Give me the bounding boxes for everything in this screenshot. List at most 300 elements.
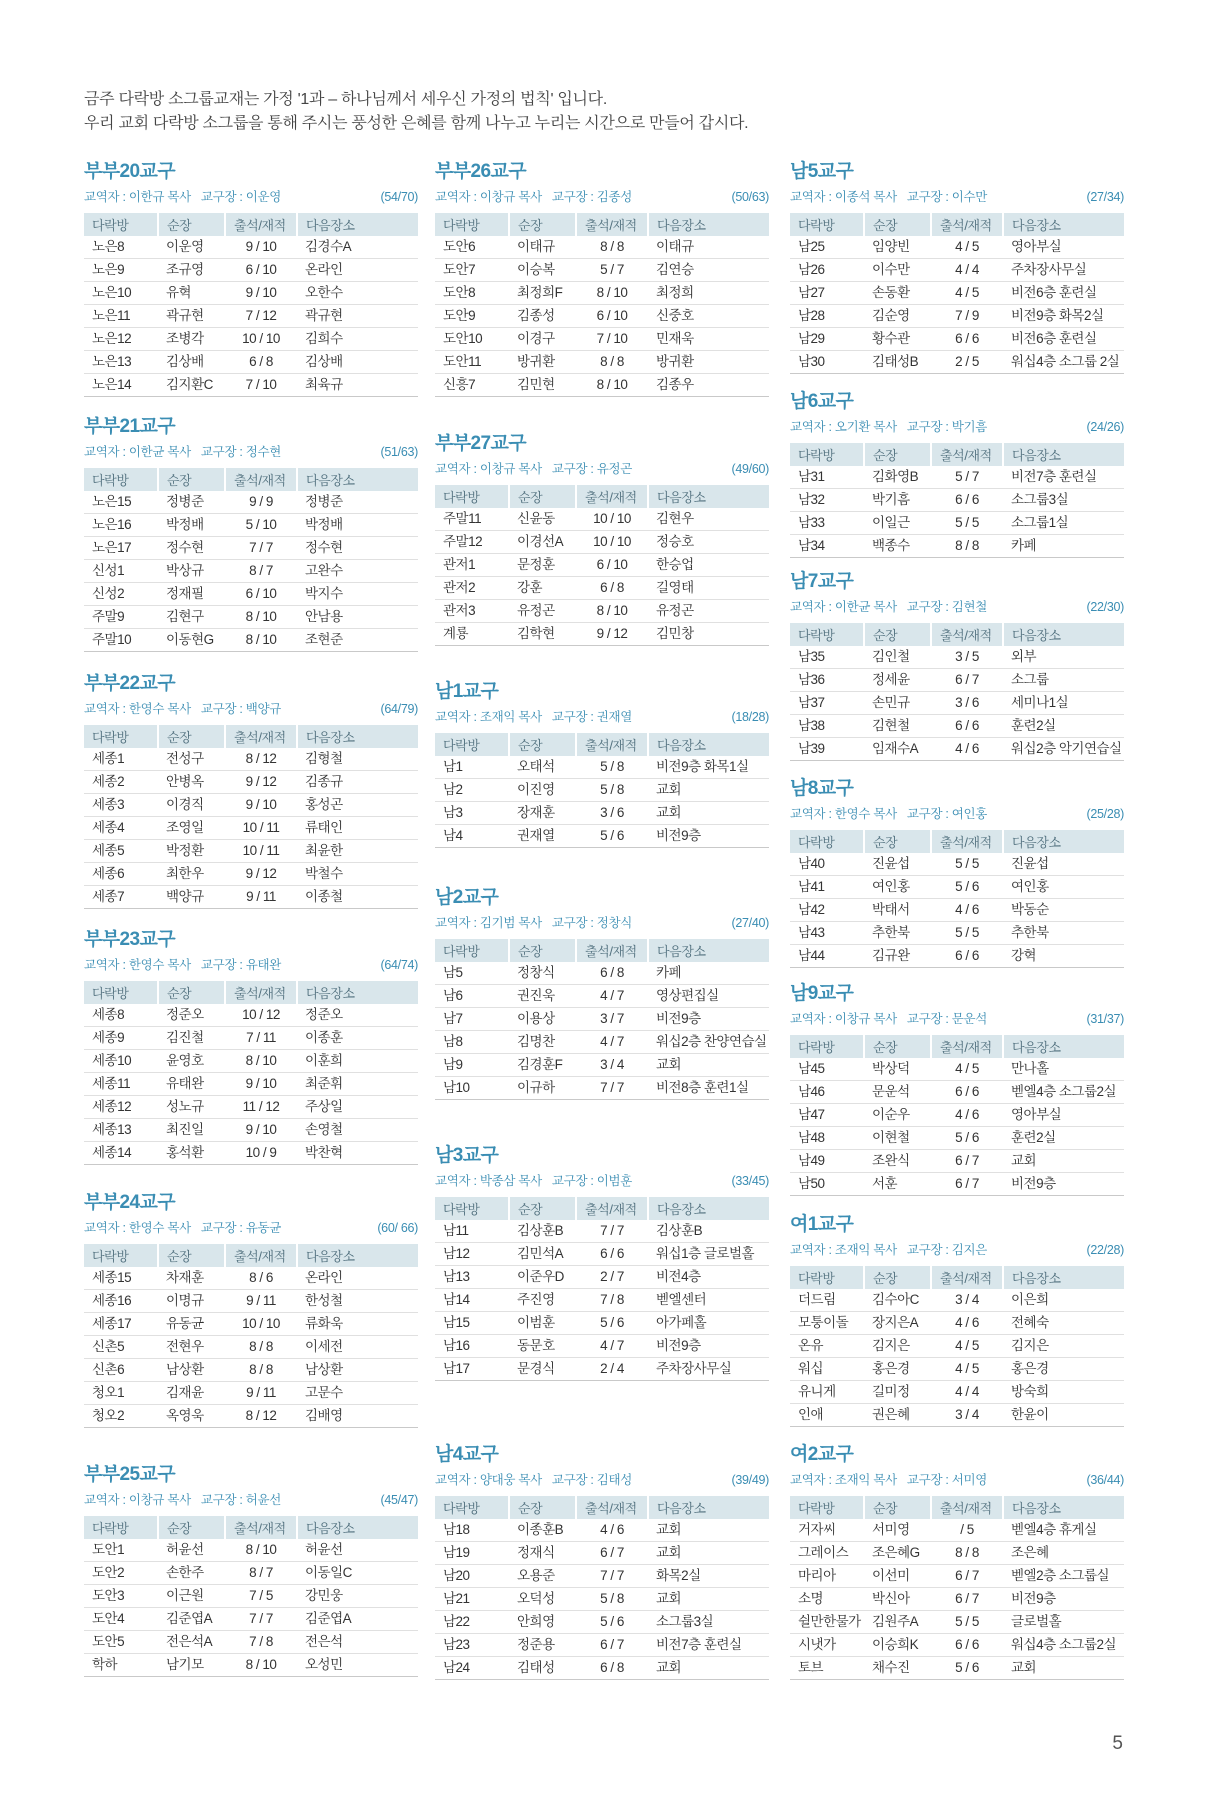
attendance-cell: 9 / 12 xyxy=(225,771,297,794)
district-meta xyxy=(84,697,418,721)
small-group-table xyxy=(790,213,1124,374)
leader-cell: 김경훈F xyxy=(509,1054,576,1077)
leader-cell: 김학현 xyxy=(509,623,576,646)
district-section xyxy=(790,1442,1124,1680)
leader-cell: 조영일 xyxy=(158,817,225,840)
group-name-cell: 세종15 xyxy=(84,1267,158,1290)
attendance-cell: 8 / 10 xyxy=(225,1654,297,1677)
group-name-cell: 노은14 xyxy=(84,374,158,397)
next-location-cell: 한승업 xyxy=(648,554,769,577)
table-row xyxy=(84,1050,418,1073)
header-group: 다락방 xyxy=(435,939,509,962)
leader-cell: 문운석 xyxy=(864,1081,931,1104)
district-section xyxy=(435,885,769,1100)
group-name-cell: 온유 xyxy=(790,1335,864,1358)
table-body xyxy=(84,748,418,909)
table-row xyxy=(435,1243,769,1266)
leader-cell: 김지은 xyxy=(864,1335,931,1358)
district-staff xyxy=(790,595,987,619)
table-body xyxy=(435,1220,769,1381)
pastor-label: 교역자 : 한영수 목사 xyxy=(84,702,191,716)
leader-cell: 문정훈 xyxy=(509,554,576,577)
group-name-cell: 남15 xyxy=(435,1312,509,1335)
next-location-cell: 박찬혁 xyxy=(297,1142,418,1165)
table-row xyxy=(790,305,1124,328)
next-location-cell: 김민창 xyxy=(648,623,769,646)
table-row xyxy=(435,1519,769,1542)
group-name-cell: 인애 xyxy=(790,1404,864,1427)
attendance-cell: 6 / 8 xyxy=(225,351,297,374)
leader-cell: 오태석 xyxy=(509,756,576,779)
leader-cell: 문경식 xyxy=(509,1358,576,1381)
next-location-cell: 벧엘4층 휴게실 xyxy=(1003,1519,1124,1542)
header-row xyxy=(84,1516,418,1539)
next-location-cell: 이종철 xyxy=(297,886,418,909)
leader-cell: 신윤동 xyxy=(509,508,576,531)
header-next-location: 다음장소 xyxy=(297,213,418,236)
next-location-cell: 박동순 xyxy=(1003,899,1124,922)
leader-cell: 이명규 xyxy=(158,1290,225,1313)
leader-cell: 이경선A xyxy=(509,531,576,554)
next-location-cell: 여인홍 xyxy=(1003,876,1124,899)
group-name-cell: 세종2 xyxy=(84,771,158,794)
table-row xyxy=(790,1289,1124,1312)
attendance-cell: 6 / 6 xyxy=(931,328,1003,351)
next-location-cell: 김연승 xyxy=(648,259,769,282)
header-next-location: 다음장소 xyxy=(1003,443,1124,466)
table-row xyxy=(790,259,1124,282)
leader-cell: 유혁 xyxy=(158,282,225,305)
header-leader: 순장 xyxy=(158,1516,225,1539)
table-row xyxy=(84,1359,418,1382)
group-name-cell: 남18 xyxy=(435,1519,509,1542)
district-meta xyxy=(435,911,769,935)
table-row xyxy=(84,1004,418,1027)
group-name-cell: 남44 xyxy=(790,945,864,968)
table-row xyxy=(84,1313,418,1336)
table-row xyxy=(84,1119,418,1142)
district-title: 남8교구 xyxy=(790,778,854,799)
header-group: 다락방 xyxy=(84,213,158,236)
table-row xyxy=(84,1142,418,1165)
table-row xyxy=(790,692,1124,715)
table-header xyxy=(435,213,769,236)
district-meta xyxy=(790,415,1124,439)
district-section xyxy=(84,159,418,397)
district-section xyxy=(84,927,418,1165)
district-section xyxy=(84,414,418,652)
group-name-cell: 청오1 xyxy=(84,1382,158,1405)
table-header xyxy=(84,468,418,491)
leader-cell: 손민규 xyxy=(864,692,931,715)
attendance-cell: / 5 xyxy=(931,1519,1003,1542)
leader-cell: 정재식 xyxy=(509,1542,576,1565)
table-row xyxy=(435,282,769,305)
leader-cell: 정수현 xyxy=(158,537,225,560)
header-row xyxy=(790,1496,1124,1519)
header-next-location: 다음장소 xyxy=(1003,1496,1124,1519)
next-location-cell: 카페 xyxy=(1003,535,1124,558)
next-location-cell: 교회 xyxy=(648,1588,769,1611)
pastor-label: 교역자 : 이창규 목사 xyxy=(790,1012,897,1026)
district-leader-label: 교구장 : 유태완 xyxy=(200,958,282,972)
leader-cell: 정병준 xyxy=(158,491,225,514)
table-row xyxy=(84,629,418,652)
attendance-cell: 10 / 10 xyxy=(225,1313,297,1336)
attendance-total: (45/47) xyxy=(380,1493,418,1507)
attendance-cell: 4 / 7 xyxy=(576,1031,648,1054)
table-body xyxy=(435,1519,769,1680)
pastor-label: 교역자 : 조재익 목사 xyxy=(790,1473,897,1487)
table-row xyxy=(790,1081,1124,1104)
leader-cell: 백양규 xyxy=(158,886,225,909)
group-name-cell: 남27 xyxy=(790,282,864,305)
group-name-cell: 관저2 xyxy=(435,577,509,600)
table-row xyxy=(435,962,769,985)
pastor-label: 교역자 : 김기범 목사 xyxy=(435,916,542,930)
next-location-cell: 김준엽A xyxy=(297,1608,418,1631)
attendance-cell: 3 / 6 xyxy=(576,802,648,825)
attendance-total: (18/28) xyxy=(731,710,769,724)
leader-cell: 정재필 xyxy=(158,583,225,606)
header-leader: 순장 xyxy=(864,830,931,853)
table-row xyxy=(790,1381,1124,1404)
attendance-cell: 11 / 12 xyxy=(225,1096,297,1119)
header-leader: 순장 xyxy=(509,213,576,236)
leader-cell: 최정희F xyxy=(509,282,576,305)
column-2 xyxy=(435,0,769,1798)
district-staff xyxy=(790,415,987,439)
leader-cell: 임재수A xyxy=(864,738,931,761)
group-name-cell: 남26 xyxy=(790,259,864,282)
header-group: 다락방 xyxy=(790,1035,864,1058)
attendance-cell: 5 / 5 xyxy=(931,1611,1003,1634)
table-row xyxy=(84,1073,418,1096)
leader-cell: 최진일 xyxy=(158,1119,225,1142)
group-name-cell: 남30 xyxy=(790,351,864,374)
attendance-total: (54/70) xyxy=(380,190,418,204)
table-header xyxy=(84,1516,418,1539)
attendance-cell: 6 / 6 xyxy=(931,1634,1003,1657)
header-row xyxy=(435,733,769,756)
attendance-cell: 5 / 6 xyxy=(931,1657,1003,1680)
leader-cell: 박태서 xyxy=(864,899,931,922)
group-name-cell: 신흥7 xyxy=(435,374,509,397)
table-row xyxy=(84,583,418,606)
group-name-cell: 더드림 xyxy=(790,1289,864,1312)
leader-cell: 이근원 xyxy=(158,1585,225,1608)
district-leader-label: 교구장 : 서미영 xyxy=(906,1473,988,1487)
next-location-cell: 워십4층 소그룹 2실 xyxy=(1003,351,1124,374)
next-location-cell: 카페 xyxy=(648,962,769,985)
header-next-location: 다음장소 xyxy=(1003,1035,1124,1058)
table-row xyxy=(84,1382,418,1405)
header-row xyxy=(435,1197,769,1220)
district-section xyxy=(435,1143,769,1381)
group-name-cell: 남17 xyxy=(435,1358,509,1381)
next-location-cell: 홍성곤 xyxy=(297,794,418,817)
next-location-cell: 이세전 xyxy=(297,1336,418,1359)
header-row xyxy=(790,443,1124,466)
header-group: 다락방 xyxy=(435,733,509,756)
header-attendance: 출석/재적 xyxy=(931,1035,1003,1058)
leader-cell: 옥영욱 xyxy=(158,1405,225,1428)
table-row xyxy=(790,1150,1124,1173)
leader-cell: 김현철 xyxy=(864,715,931,738)
header-attendance: 출석/재적 xyxy=(225,981,297,1004)
header-group: 다락방 xyxy=(84,1516,158,1539)
small-group-table xyxy=(435,1496,769,1680)
small-group-table xyxy=(84,468,418,652)
header-group: 다락방 xyxy=(790,443,864,466)
group-name-cell: 남28 xyxy=(790,305,864,328)
attendance-cell: 9 / 10 xyxy=(225,794,297,817)
district-meta xyxy=(790,1007,1124,1031)
district-staff xyxy=(84,185,281,209)
district-leader-label: 교구장 : 문운석 xyxy=(906,1012,988,1026)
table-row xyxy=(790,669,1124,692)
group-name-cell: 남42 xyxy=(790,899,864,922)
attendance-total: (49/60) xyxy=(731,462,769,476)
district-section xyxy=(790,776,1124,968)
header-leader: 순장 xyxy=(864,1496,931,1519)
attendance-cell: 2 / 7 xyxy=(576,1266,648,1289)
next-location-cell: 김현우 xyxy=(648,508,769,531)
table-row xyxy=(790,1358,1124,1381)
table-header xyxy=(790,1496,1124,1519)
table-row xyxy=(84,1608,418,1631)
group-name-cell: 도안1 xyxy=(84,1539,158,1562)
next-location-cell: 온라인 xyxy=(297,1267,418,1290)
leader-cell: 정준오 xyxy=(158,1004,225,1027)
header-row xyxy=(84,1244,418,1267)
district-staff xyxy=(790,802,987,826)
group-name-cell: 남47 xyxy=(790,1104,864,1127)
header-leader: 순장 xyxy=(509,1496,576,1519)
group-name-cell: 모퉁이돌 xyxy=(790,1312,864,1335)
leader-cell: 권은혜 xyxy=(864,1404,931,1427)
attendance-cell: 4 / 6 xyxy=(931,1312,1003,1335)
table-row xyxy=(84,282,418,305)
district-staff xyxy=(435,457,632,481)
header-row xyxy=(84,725,418,748)
group-name-cell: 남2 xyxy=(435,779,509,802)
district-meta xyxy=(435,457,769,481)
table-row xyxy=(790,646,1124,669)
attendance-cell: 6 / 7 xyxy=(931,1150,1003,1173)
leader-cell: 안병옥 xyxy=(158,771,225,794)
leader-cell: 홍은경 xyxy=(864,1358,931,1381)
district-staff xyxy=(790,1238,987,1262)
next-location-cell: 신중호 xyxy=(648,305,769,328)
table-header xyxy=(790,443,1124,466)
next-location-cell: 오한수 xyxy=(297,282,418,305)
next-location-cell: 진윤섭 xyxy=(1003,853,1124,876)
header-row xyxy=(790,213,1124,236)
attendance-cell: 4 / 7 xyxy=(576,985,648,1008)
attendance-cell: 4 / 6 xyxy=(931,1104,1003,1127)
table-row xyxy=(435,351,769,374)
district-title: 부부20교구 xyxy=(84,161,175,182)
group-name-cell: 주말9 xyxy=(84,606,158,629)
leader-cell: 전성구 xyxy=(158,748,225,771)
group-name-cell: 워십 xyxy=(790,1358,864,1381)
attendance-cell: 8 / 8 xyxy=(576,236,648,259)
header-group: 다락방 xyxy=(435,213,509,236)
header-leader: 순장 xyxy=(864,1266,931,1289)
header-group: 다락방 xyxy=(84,468,158,491)
district-section xyxy=(84,1462,418,1677)
next-location-cell: 온라인 xyxy=(297,259,418,282)
group-name-cell: 노은17 xyxy=(84,537,158,560)
table-body xyxy=(435,962,769,1100)
header-next-location: 다음장소 xyxy=(1003,623,1124,646)
group-name-cell: 세종7 xyxy=(84,886,158,909)
attendance-cell: 9 / 11 xyxy=(225,1290,297,1313)
group-name-cell: 남3 xyxy=(435,802,509,825)
leader-cell: 전현우 xyxy=(158,1336,225,1359)
table-row xyxy=(790,1611,1124,1634)
table-row xyxy=(84,351,418,374)
group-name-cell: 노은11 xyxy=(84,305,158,328)
group-name-cell: 유니게 xyxy=(790,1381,864,1404)
next-location-cell: 비전6층 훈련실 xyxy=(1003,328,1124,351)
attendance-cell: 3 / 6 xyxy=(931,692,1003,715)
table-body xyxy=(790,1289,1124,1427)
header-attendance: 출석/재적 xyxy=(225,725,297,748)
leader-cell: 전은석A xyxy=(158,1631,225,1654)
table-row xyxy=(84,259,418,282)
next-location-cell: 워십2층 찬양연습실 xyxy=(648,1031,769,1054)
group-name-cell: 남39 xyxy=(790,738,864,761)
table-row xyxy=(84,328,418,351)
table-body xyxy=(84,1539,418,1677)
group-name-cell: 신촌5 xyxy=(84,1336,158,1359)
district-staff xyxy=(790,1007,987,1031)
attendance-total: (36/44) xyxy=(1086,1473,1124,1487)
attendance-cell: 4 / 5 xyxy=(931,282,1003,305)
table-row xyxy=(84,1585,418,1608)
next-location-cell: 교회 xyxy=(648,1519,769,1542)
next-location-cell: 훈련2실 xyxy=(1003,715,1124,738)
table-row xyxy=(435,1611,769,1634)
district-staff xyxy=(84,440,281,464)
table-row xyxy=(790,328,1124,351)
leader-cell: 김진철 xyxy=(158,1027,225,1050)
group-name-cell: 노은9 xyxy=(84,259,158,282)
next-location-cell: 김경수A xyxy=(297,236,418,259)
district-leader-label: 교구장 : 김태성 xyxy=(551,1473,633,1487)
district-section xyxy=(790,1212,1124,1427)
group-name-cell: 세종8 xyxy=(84,1004,158,1027)
attendance-cell: 10 / 12 xyxy=(225,1004,297,1027)
header-attendance: 출석/재적 xyxy=(931,830,1003,853)
attendance-cell: 6 / 6 xyxy=(931,945,1003,968)
leader-cell: 박정환 xyxy=(158,840,225,863)
table-header xyxy=(435,1496,769,1519)
attendance-cell: 8 / 10 xyxy=(225,606,297,629)
leader-cell: 권재열 xyxy=(509,825,576,848)
pastor-label: 교역자 : 오기환 목사 xyxy=(790,420,897,434)
header-group: 다락방 xyxy=(435,1496,509,1519)
next-location-cell: 민재욱 xyxy=(648,328,769,351)
table-row xyxy=(435,1335,769,1358)
table-row xyxy=(435,508,769,531)
district-meta xyxy=(84,440,418,464)
leader-cell: 이현철 xyxy=(864,1127,931,1150)
next-location-cell: 정병준 xyxy=(297,491,418,514)
district-leader-label: 교구장 : 김종성 xyxy=(551,190,633,204)
header-row xyxy=(435,939,769,962)
district-meta xyxy=(435,705,769,729)
table-row xyxy=(435,1077,769,1100)
leader-cell: 조완식 xyxy=(864,1150,931,1173)
district-meta xyxy=(790,1468,1124,1492)
district-section xyxy=(790,981,1124,1196)
table-row xyxy=(435,374,769,397)
next-location-cell: 만나홀 xyxy=(1003,1058,1124,1081)
pastor-label: 교역자 : 양대웅 목사 xyxy=(435,1473,542,1487)
district-meta xyxy=(790,185,1124,209)
leader-cell: 김화영B xyxy=(864,466,931,489)
district-leader-label: 교구장 : 이범훈 xyxy=(551,1174,633,1188)
group-name-cell: 주말11 xyxy=(435,508,509,531)
district-leader-label: 교구장 : 허윤선 xyxy=(200,1493,282,1507)
group-name-cell: 남4 xyxy=(435,825,509,848)
district-leader-label: 교구장 : 백양규 xyxy=(200,702,282,716)
attendance-cell: 8 / 12 xyxy=(225,748,297,771)
table-row xyxy=(84,491,418,514)
table-row xyxy=(435,600,769,623)
leader-cell: 권진욱 xyxy=(509,985,576,1008)
leader-cell: 이범훈 xyxy=(509,1312,576,1335)
table-row xyxy=(790,282,1124,305)
attendance-cell: 9 / 11 xyxy=(225,886,297,909)
district-staff xyxy=(435,1169,632,1193)
next-location-cell: 벧엘2층 소그룹실 xyxy=(1003,1565,1124,1588)
header-row xyxy=(84,213,418,236)
leader-cell: 추한북 xyxy=(864,922,931,945)
pastor-label: 교역자 : 한영수 목사 xyxy=(84,1221,191,1235)
district-leader-label: 교구장 : 정창식 xyxy=(551,916,633,930)
header-leader: 순장 xyxy=(509,733,576,756)
district-staff xyxy=(790,185,987,209)
next-location-cell: 이태규 xyxy=(648,236,769,259)
district-section xyxy=(435,431,769,646)
attendance-cell: 7 / 12 xyxy=(225,305,297,328)
next-location-cell: 비전8층 훈련1실 xyxy=(648,1077,769,1100)
attendance-cell: 5 / 10 xyxy=(225,514,297,537)
attendance-cell: 9 / 10 xyxy=(225,1073,297,1096)
small-group-table xyxy=(435,1197,769,1381)
group-name-cell: 남10 xyxy=(435,1077,509,1100)
district-meta xyxy=(84,1488,418,1512)
district-leader-label: 교구장 : 이수만 xyxy=(906,190,988,204)
table-header xyxy=(84,213,418,236)
table-row xyxy=(790,715,1124,738)
attendance-cell: 8 / 10 xyxy=(576,282,648,305)
next-location-cell: 소그룹3실 xyxy=(1003,489,1124,512)
group-name-cell: 도안3 xyxy=(84,1585,158,1608)
group-name-cell: 노은16 xyxy=(84,514,158,537)
attendance-cell: 4 / 6 xyxy=(931,738,1003,761)
district-title: 남6교구 xyxy=(790,391,854,412)
attendance-total: (31/37) xyxy=(1086,1012,1124,1026)
header-group: 다락방 xyxy=(790,830,864,853)
table-row xyxy=(790,1058,1124,1081)
group-name-cell: 노은15 xyxy=(84,491,158,514)
next-location-cell: 이은희 xyxy=(1003,1289,1124,1312)
